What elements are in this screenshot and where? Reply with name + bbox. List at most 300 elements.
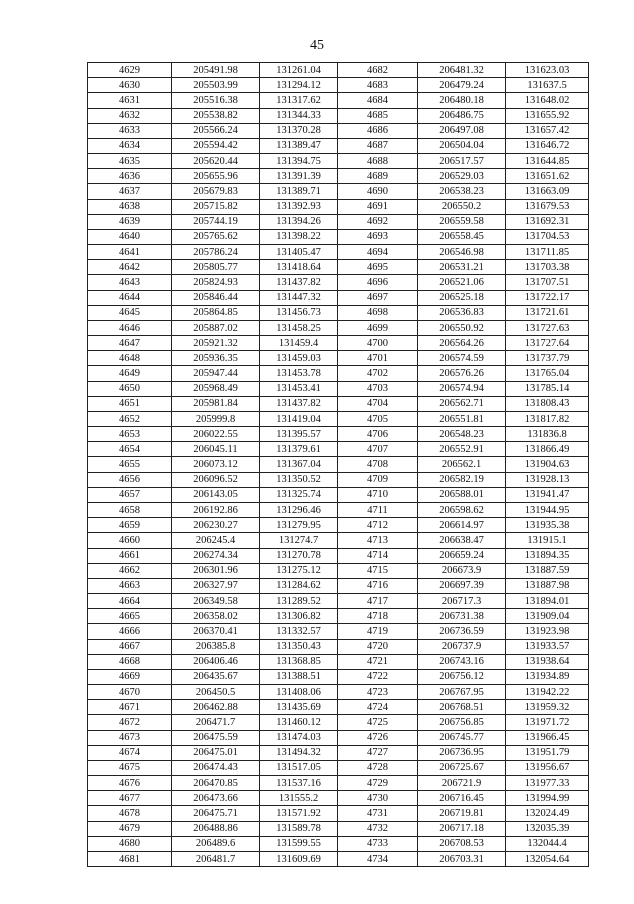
table-cell: 4689 [338, 169, 418, 184]
table-cell: 4728 [338, 760, 418, 775]
table-cell: 131589.78 [260, 821, 338, 836]
table-cell: 131703.38 [506, 260, 589, 275]
table-cell: 4701 [338, 351, 418, 366]
table-cell: 131453.41 [260, 381, 338, 396]
table-cell: 131391.39 [260, 169, 338, 184]
table-cell: 131711.85 [506, 245, 589, 260]
table-cell: 131389.71 [260, 184, 338, 199]
table-row [88, 108, 589, 123]
table-cell: 4633 [88, 123, 172, 138]
table-cell: 4646 [88, 320, 172, 335]
table-cell: 206358.02 [172, 609, 260, 624]
table-cell: 4717 [338, 594, 418, 609]
table-cell: 131555.2 [260, 791, 338, 806]
table-cell: 4641 [88, 245, 172, 260]
table-cell: 4657 [88, 487, 172, 502]
table-cell: 205620.44 [172, 154, 260, 169]
table-cell: 131370.28 [260, 123, 338, 138]
table-cell: 205824.93 [172, 275, 260, 290]
table-cell: 131887.59 [506, 563, 589, 578]
table-cell: 131289.52 [260, 594, 338, 609]
table-cell: 131609.69 [260, 851, 338, 866]
table-row [88, 851, 589, 866]
table-cell: 4730 [338, 791, 418, 806]
table-cell: 4703 [338, 381, 418, 396]
table-cell: 206614.97 [418, 518, 506, 533]
table-cell: 4663 [88, 578, 172, 593]
table-cell: 131368.85 [260, 654, 338, 669]
table-cell: 4690 [338, 184, 418, 199]
table-cell: 131692.31 [506, 214, 589, 229]
table-cell: 206562.1 [418, 457, 506, 472]
table-cell: 131408.06 [260, 685, 338, 700]
table-cell: 4669 [88, 669, 172, 684]
page-number: 45 [310, 38, 324, 53]
table-row [88, 411, 589, 426]
table-cell: 4699 [338, 320, 418, 335]
table-cell: 131437.82 [260, 275, 338, 290]
table-cell: 4648 [88, 351, 172, 366]
table-cell: 206598.62 [418, 502, 506, 517]
table-cell: 4635 [88, 154, 172, 169]
table-cell: 4679 [88, 821, 172, 836]
table-cell: 206475.01 [172, 745, 260, 760]
table-cell: 131956.67 [506, 760, 589, 775]
table-cell: 206073.12 [172, 457, 260, 472]
table-cell: 206521.06 [418, 275, 506, 290]
table-cell: 131994.99 [506, 791, 589, 806]
table-cell: 4696 [338, 275, 418, 290]
table-cell: 206768.51 [418, 700, 506, 715]
table-cell: 206552.91 [418, 442, 506, 457]
table-cell: 4687 [338, 138, 418, 153]
table-row [88, 669, 589, 684]
table-cell: 131394.26 [260, 214, 338, 229]
table-cell: 131923.98 [506, 624, 589, 639]
table-cell: 206385.8 [172, 639, 260, 654]
table-cell: 131928.13 [506, 472, 589, 487]
table-cell: 131727.63 [506, 320, 589, 335]
table-cell: 206756.85 [418, 715, 506, 730]
table-cell: 205679.83 [172, 184, 260, 199]
table-cell: 131379.61 [260, 442, 338, 457]
table-cell: 206529.03 [418, 169, 506, 184]
table-cell: 4685 [338, 108, 418, 123]
table-cell: 4655 [88, 457, 172, 472]
table-cell: 132044.4 [506, 836, 589, 851]
table-row [88, 533, 589, 548]
table-cell: 131765.04 [506, 366, 589, 381]
table-cell: 206480.18 [418, 93, 506, 108]
table-cell: 131367.04 [260, 457, 338, 472]
table-cell: 131866.49 [506, 442, 589, 457]
table-row [88, 381, 589, 396]
table-cell: 206551.81 [418, 411, 506, 426]
table-cell: 4715 [338, 563, 418, 578]
table-cell: 206767.95 [418, 685, 506, 700]
table-row [88, 275, 589, 290]
table-row [88, 63, 589, 78]
table-cell: 4720 [338, 639, 418, 654]
table-cell: 206717.3 [418, 594, 506, 609]
table-cell: 4724 [338, 700, 418, 715]
table-cell: 206548.23 [418, 427, 506, 442]
table-cell: 131663.09 [506, 184, 589, 199]
table-cell: 131722.17 [506, 290, 589, 305]
table-cell: 4637 [88, 184, 172, 199]
table-cell: 4651 [88, 396, 172, 411]
table-cell: 131951.79 [506, 745, 589, 760]
table-cell: 206697.39 [418, 578, 506, 593]
table-cell: 206471.7 [172, 715, 260, 730]
table-cell: 4718 [338, 609, 418, 624]
table-cell: 4629 [88, 63, 172, 78]
table-cell: 131317.62 [260, 93, 338, 108]
table-cell: 4688 [338, 154, 418, 169]
table-row [88, 730, 589, 745]
table-cell: 4707 [338, 442, 418, 457]
table-row [88, 578, 589, 593]
table-cell: 4727 [338, 745, 418, 760]
table-cell: 131459.4 [260, 336, 338, 351]
table-cell: 205887.02 [172, 320, 260, 335]
table-cell: 131915.1 [506, 533, 589, 548]
table-cell: 4714 [338, 548, 418, 563]
table-cell: 205921.32 [172, 336, 260, 351]
table-cell: 4631 [88, 93, 172, 108]
table-cell: 206717.18 [418, 821, 506, 836]
table-cell: 131935.38 [506, 518, 589, 533]
table-row [88, 518, 589, 533]
table-row [88, 154, 589, 169]
table-row [88, 760, 589, 775]
table-row [88, 791, 589, 806]
table-cell: 4659 [88, 518, 172, 533]
table-cell: 131261.04 [260, 63, 338, 78]
table-cell: 4643 [88, 275, 172, 290]
table-cell: 206473.66 [172, 791, 260, 806]
table-cell: 206474.43 [172, 760, 260, 775]
table-row [88, 654, 589, 669]
table-cell: 131460.12 [260, 715, 338, 730]
table-cell: 4675 [88, 760, 172, 775]
table-cell: 206719.81 [418, 806, 506, 821]
table-cell: 205864.85 [172, 305, 260, 320]
table-cell: 206435.67 [172, 669, 260, 684]
table-cell: 4683 [338, 78, 418, 93]
table-cell: 131933.57 [506, 639, 589, 654]
table-cell: 131350.52 [260, 472, 338, 487]
table-cell: 4660 [88, 533, 172, 548]
table-cell: 4681 [88, 851, 172, 866]
table-cell: 206737.9 [418, 639, 506, 654]
table-cell: 131458.25 [260, 320, 338, 335]
table-cell: 206045.11 [172, 442, 260, 457]
table-cell: 206550.2 [418, 199, 506, 214]
table-cell: 131350.43 [260, 639, 338, 654]
table-cell: 4692 [338, 214, 418, 229]
table-cell: 206756.12 [418, 669, 506, 684]
table-cell: 4713 [338, 533, 418, 548]
table-cell: 206721.9 [418, 776, 506, 791]
table-cell: 131418.64 [260, 260, 338, 275]
table-cell: 131398.22 [260, 229, 338, 244]
table-cell: 206576.26 [418, 366, 506, 381]
table-row [88, 594, 589, 609]
table-cell: 206531.21 [418, 260, 506, 275]
table-cell: 206479.24 [418, 78, 506, 93]
table-row [88, 624, 589, 639]
table-cell: 206470.85 [172, 776, 260, 791]
table-cell: 4709 [338, 472, 418, 487]
table-cell: 206703.31 [418, 851, 506, 866]
table-cell: 206574.94 [418, 381, 506, 396]
table-cell: 206673.9 [418, 563, 506, 578]
table-cell: 4644 [88, 290, 172, 305]
table-cell: 4672 [88, 715, 172, 730]
table-row [88, 502, 589, 517]
table-cell: 205846.44 [172, 290, 260, 305]
table-row [88, 396, 589, 411]
table-row [88, 487, 589, 502]
table-cell: 131977.33 [506, 776, 589, 791]
table-cell: 131325.74 [260, 487, 338, 502]
table-cell: 4734 [338, 851, 418, 866]
table-cell: 131419.04 [260, 411, 338, 426]
table-cell: 131447.32 [260, 290, 338, 305]
table-cell: 205566.24 [172, 123, 260, 138]
table-cell: 131785.14 [506, 381, 589, 396]
table-cell: 206736.59 [418, 624, 506, 639]
table-cell: 206230.27 [172, 518, 260, 533]
table-row [88, 184, 589, 199]
table-cell: 4668 [88, 654, 172, 669]
table-cell: 206022.55 [172, 427, 260, 442]
table-cell: 4652 [88, 411, 172, 426]
table-row [88, 245, 589, 260]
table-cell: 4684 [338, 93, 418, 108]
table-row [88, 715, 589, 730]
table-cell: 131894.35 [506, 548, 589, 563]
table-cell: 131646.72 [506, 138, 589, 153]
table-cell: 206192.86 [172, 502, 260, 517]
table-cell: 131456.73 [260, 305, 338, 320]
table-cell: 4656 [88, 472, 172, 487]
table-cell: 131306.82 [260, 609, 338, 624]
table-cell: 131274.7 [260, 533, 338, 548]
table-cell: 206462.88 [172, 700, 260, 715]
table-cell: 4691 [338, 199, 418, 214]
table-cell: 4682 [338, 63, 418, 78]
table-cell: 131392.93 [260, 199, 338, 214]
table-cell: 131971.72 [506, 715, 589, 730]
table-cell: 206245.4 [172, 533, 260, 548]
table-cell: 4673 [88, 730, 172, 745]
table-cell: 206536.83 [418, 305, 506, 320]
table-cell: 131637.5 [506, 78, 589, 93]
table-cell: 131644.85 [506, 154, 589, 169]
table-row [88, 351, 589, 366]
table-cell: 206538.23 [418, 184, 506, 199]
table-cell: 131959.32 [506, 700, 589, 715]
table-cell: 206708.53 [418, 836, 506, 851]
table-cell: 4667 [88, 639, 172, 654]
table-row [88, 138, 589, 153]
table-row [88, 427, 589, 442]
table-cell: 4636 [88, 169, 172, 184]
table-cell: 131941.47 [506, 487, 589, 502]
table-cell: 4704 [338, 396, 418, 411]
table-cell: 4729 [338, 776, 418, 791]
table-cell: 4732 [338, 821, 418, 836]
table-cell: 131599.55 [260, 836, 338, 851]
table-cell: 4661 [88, 548, 172, 563]
table-row [88, 806, 589, 821]
table-cell: 4698 [338, 305, 418, 320]
table-cell: 4650 [88, 381, 172, 396]
table-cell: 4731 [338, 806, 418, 821]
table-cell: 4711 [338, 502, 418, 517]
table-row [88, 685, 589, 700]
table-cell: 206745.77 [418, 730, 506, 745]
table-cell: 131332.57 [260, 624, 338, 639]
table-cell: 4662 [88, 563, 172, 578]
table-cell: 205655.96 [172, 169, 260, 184]
table-row [88, 320, 589, 335]
table-cell: 131679.53 [506, 199, 589, 214]
table-cell: 206450.5 [172, 685, 260, 700]
table-cell: 4634 [88, 138, 172, 153]
table-cell: 131395.57 [260, 427, 338, 442]
table-cell: 206301.96 [172, 563, 260, 578]
table-row [88, 609, 589, 624]
table-cell: 205805.77 [172, 260, 260, 275]
table-cell: 4665 [88, 609, 172, 624]
table-row [88, 776, 589, 791]
table-cell: 4721 [338, 654, 418, 669]
table-row [88, 336, 589, 351]
table-cell: 131344.33 [260, 108, 338, 123]
table-cell: 131938.64 [506, 654, 589, 669]
table-cell: 131435.69 [260, 700, 338, 715]
table-cell: 206559.58 [418, 214, 506, 229]
table-cell: 131887.98 [506, 578, 589, 593]
table-cell: 206638.47 [418, 533, 506, 548]
table-cell: 131727.64 [506, 336, 589, 351]
table-cell: 206558.45 [418, 229, 506, 244]
table-cell: 206488.86 [172, 821, 260, 836]
table-cell: 131437.82 [260, 396, 338, 411]
table-cell: 132024.49 [506, 806, 589, 821]
table-cell: 4640 [88, 229, 172, 244]
table-row [88, 366, 589, 381]
table-cell: 205947.44 [172, 366, 260, 381]
table-cell: 206349.58 [172, 594, 260, 609]
table-cell: 131655.92 [506, 108, 589, 123]
table-cell: 4674 [88, 745, 172, 760]
table-cell: 4677 [88, 791, 172, 806]
table-cell: 4658 [88, 502, 172, 517]
table-row [88, 305, 589, 320]
table-cell: 4654 [88, 442, 172, 457]
table-cell: 4712 [338, 518, 418, 533]
table-row [88, 472, 589, 487]
table-cell: 131294.12 [260, 78, 338, 93]
table-cell: 131651.62 [506, 169, 589, 184]
table-cell: 205936.35 [172, 351, 260, 366]
table-cell: 4639 [88, 214, 172, 229]
table-cell: 206370.41 [172, 624, 260, 639]
table-cell: 131942.22 [506, 685, 589, 700]
table-cell: 132035.39 [506, 821, 589, 836]
table-cell: 205968.49 [172, 381, 260, 396]
table-cell: 206481.7 [172, 851, 260, 866]
table-cell: 131944.95 [506, 502, 589, 517]
table-cell: 206564.26 [418, 336, 506, 351]
table-cell: 4638 [88, 199, 172, 214]
table-row [88, 290, 589, 305]
table-cell: 4630 [88, 78, 172, 93]
table-cell: 4695 [338, 260, 418, 275]
table-cell: 131934.89 [506, 669, 589, 684]
table-cell: 205765.62 [172, 229, 260, 244]
table-cell: 206406.46 [172, 654, 260, 669]
table-cell: 4697 [338, 290, 418, 305]
table-cell: 4723 [338, 685, 418, 700]
table-cell: 4719 [338, 624, 418, 639]
table-cell: 206517.57 [418, 154, 506, 169]
table-cell: 131388.51 [260, 669, 338, 684]
table-cell: 131284.62 [260, 578, 338, 593]
table-cell: 206096.52 [172, 472, 260, 487]
table-cell: 206731.38 [418, 609, 506, 624]
table-cell: 131623.03 [506, 63, 589, 78]
table-cell: 131389.47 [260, 138, 338, 153]
table-cell: 132054.64 [506, 851, 589, 866]
table-row [88, 199, 589, 214]
table-cell: 206736.95 [418, 745, 506, 760]
table-cell: 206274.34 [172, 548, 260, 563]
table-cell: 4708 [338, 457, 418, 472]
table-cell: 131836.8 [506, 427, 589, 442]
table-cell: 205981.84 [172, 396, 260, 411]
table-cell: 4664 [88, 594, 172, 609]
table-cell: 206588.01 [418, 487, 506, 502]
table-cell: 4693 [338, 229, 418, 244]
table-cell: 205538.82 [172, 108, 260, 123]
table-cell: 4702 [338, 366, 418, 381]
table-cell: 4678 [88, 806, 172, 821]
table-cell: 4716 [338, 578, 418, 593]
table-row [88, 123, 589, 138]
table-cell: 131817.82 [506, 411, 589, 426]
table-cell: 206725.67 [418, 760, 506, 775]
table-cell: 206327.97 [172, 578, 260, 593]
table-cell: 206716.45 [418, 791, 506, 806]
table-row [88, 700, 589, 715]
table-cell: 131394.75 [260, 154, 338, 169]
table-cell: 4645 [88, 305, 172, 320]
table-cell: 4710 [338, 487, 418, 502]
table-cell: 131808.43 [506, 396, 589, 411]
table-cell: 4642 [88, 260, 172, 275]
table-cell: 205516.38 [172, 93, 260, 108]
table-cell: 206546.98 [418, 245, 506, 260]
table-cell: 206562.71 [418, 396, 506, 411]
table-row [88, 214, 589, 229]
table-cell: 205715.82 [172, 199, 260, 214]
table-cell: 4680 [88, 836, 172, 851]
